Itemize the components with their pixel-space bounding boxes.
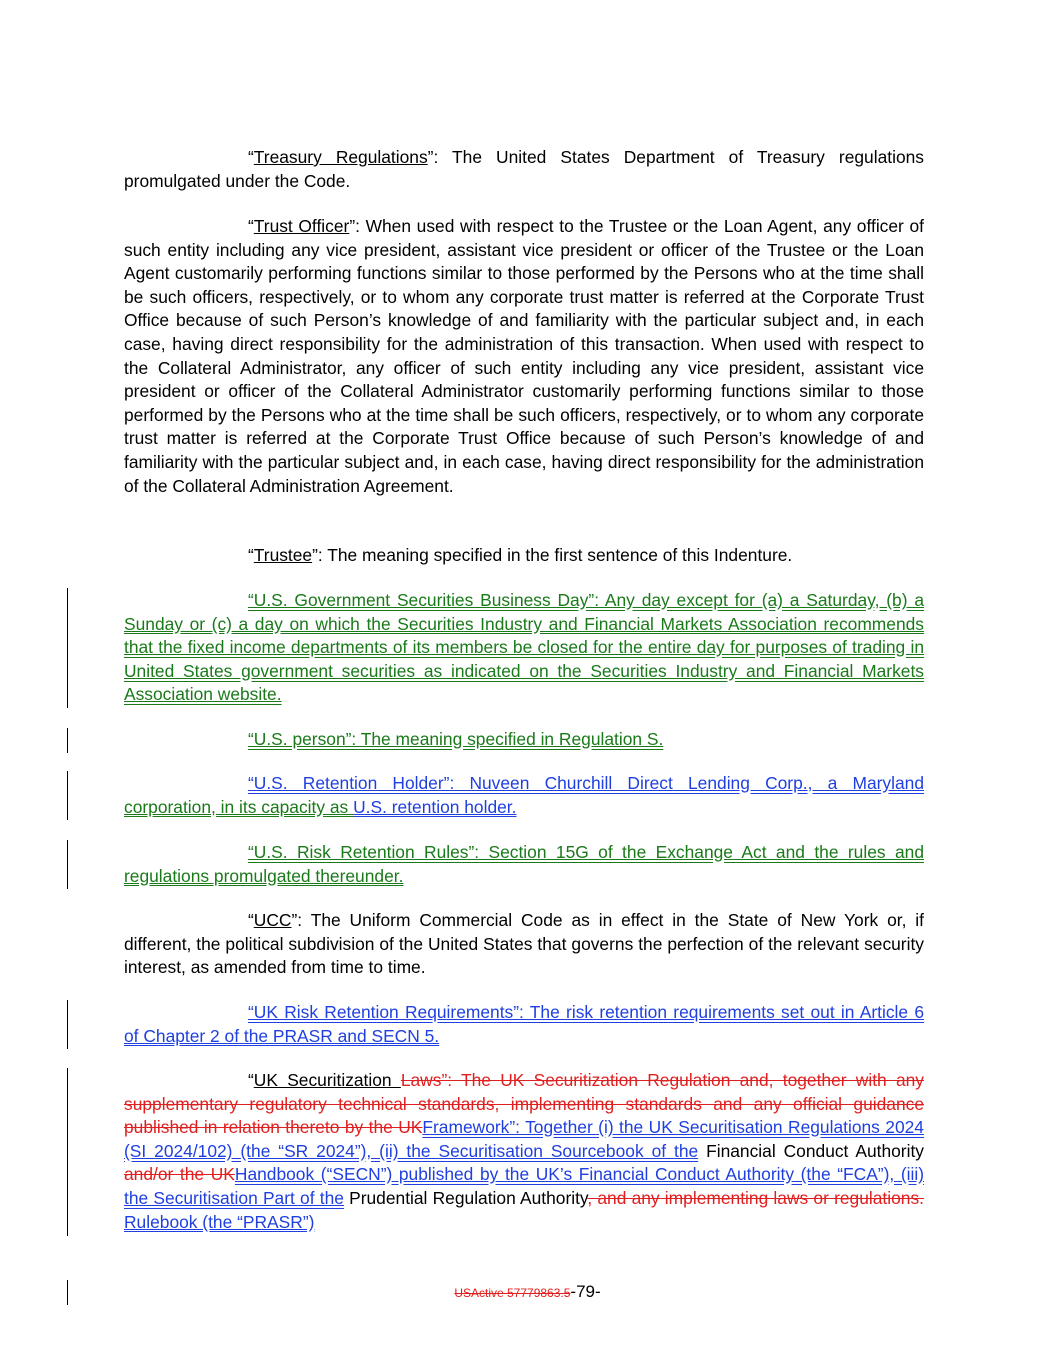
defined-term: Trust Officer (253, 216, 350, 236)
definition-us-risk-retention-rules (124, 841, 924, 888)
inserted-text: “U.S. Government Securities Business Day”: Any day except for (a) a Saturday, (b) a Sunday or (c) a day on which the Securities Industry and Financial Markets Association recommends that the fixed income departments of its members be closed for the entire day for purposes of trading in United States government securities as indicated on the Securities Industry and Financial Markets Association website. (124, 590, 924, 705)
inserted-text: Rulebook (the “PRASR”) (124, 1211, 315, 1232)
deleted-text: , and any implementing laws or regulations. (587, 1187, 924, 1208)
change-bar (67, 771, 68, 820)
definition-uk-risk-retention-requirements (124, 1001, 924, 1048)
definition-text: : The United States Department of Treasury regulations promulgated under the Code. (124, 147, 924, 191)
definition-treasury-regulations: “Treasury Regulations”: The United States Department of Treasury regulations promulgated under the Code. (124, 147, 924, 191)
defined-term: Treasury Regulations (253, 147, 428, 167)
plain-text: Financial Conduct Authority (698, 1140, 924, 1161)
defined-term: UK Securitization (253, 1070, 401, 1090)
definition-text: : When used with respect to the Trustee or the Loan Agent, any officer of such entity including any vice president, assistant vice president or officer of the Trustee or the Loan Agent customarily performing functions similar to those performed by the Persons who at the time shall be such officers, respectively, or to whom any corporate trust matter is referred at the Corporate Trust Office because of such Person’s knowledge of and familiarity with the particular subject and, in each case, having direct responsibility for the administration of this transaction. When used with respect to the Collateral Administrator, any officer of such entity including any vice president, assistant vice president or officer of the Collateral Administrator customarily performing functions similar to those performed by the Persons who at the time shall be such officers, respectively, or to whom any corporate trust matter is referred at the Corporate Trust Office because of such Person’s knowledge of and familiarity with the particular subject and, in each case, having direct responsibility for the administration of the Collateral Administration Agreement. (124, 216, 924, 496)
defined-term: UCC (253, 910, 292, 930)
definition-trust-officer: “Trust Officer”: When used with respect to the Trustee or the Loan Agent, any officer of such entity including any vice president, assistant vice president or officer of the Trustee or the Loan Agent customarily performing functions similar to those performed by the Persons who at the time shall be such officers, respectively, or to whom any corporate trust matter is referred at the Corporate Trust Office because of such Person’s knowledge of and familiarity with the particular subject and, in each case, having direct responsibility for the administration of this transaction. When used with respect to the Collateral Administrator, any officer of such entity including any vice president, assistant vice president or officer of the Collateral Administrator customarily performing functions similar to those performed by the Persons who at the time shall be such officers, respectively, or to whom any corporate trust matter is referred at the Corporate Trust Office because of such Person’s knowledge of and familiarity with the particular subject and, in each case, having direct responsibility for the administration of the Collateral Administration Agreement. (124, 216, 924, 496)
definition-text: : The meaning specified in the first sentence of this Indenture. (317, 545, 793, 565)
deleted-text: Laws”: The UK Securitization Regulation and, together with any supplementary regulatory technical standards, implementing standards and any official guidance published in relation thereto by the UK (124, 1070, 924, 1138)
page-footer (0, 1282, 1055, 1303)
definition-us-government-securities-business-day (124, 589, 924, 707)
inserted-text: U.S. retention holder. (353, 796, 517, 817)
defined-term: Trustee (253, 545, 313, 565)
definition-ucc: “UCC”: The Uniform Commercial Code as in effect in the State of New York or, if different, the political subdivision of the United States that governs the perfection of the relevant security interest, as amended from time to time. (124, 910, 924, 978)
definition-trustee: “Trustee”: The meaning specified in the first sentence of this Indenture. (248, 545, 793, 565)
inserted-text: corporation, in its capacity as (124, 796, 354, 817)
definition-us-person (124, 728, 924, 752)
definition-uk-securitization: “UK Securitization Laws”: The UK Securitization Regulation and, together with any supplementary regulatory technical standards, implementing standards and any official guidance published in relation thereto by the UKFramework”: Together (i) the UK Securitisation Regulations 2024 (SI 2024/102) (the “SR 2024”), (ii) the Securitisation Sourcebook of the Financial Conduct Authority and/or the UKHandbook (“SECN”) published by the UK’s Financial Conduct Authority (the “FCA”), (iii) the Securitisation Part of the Prudential Regulation Authority, and any implementing laws or regulations. Rulebook (the “PRASR”) (124, 1070, 925, 1232)
inserted-text: Handbook (“SECN”) published by the UK’s Financial Conduct Authority (the “FCA”), (iii) the Securitisation Part of the (124, 1164, 925, 1208)
inserted-text: “UK Risk Retention Requirements”: The risk retention requirements set out in Article 6 of Chapter 2 of the PRASR and SECN 5. (124, 1002, 924, 1046)
page-number: -79- (570, 1282, 601, 1301)
inserted-text: “U.S. Risk Retention Rules”: Section 15G of the Exchange Act and the rules and regulations promulgated thereunder. (124, 842, 924, 886)
change-bar (67, 1068, 68, 1236)
deleted-text: and/or the UK (124, 1164, 235, 1185)
definition-us-retention-holder (124, 772, 924, 819)
change-bar (67, 588, 68, 708)
change-bar (67, 728, 68, 753)
inserted-text: “U.S. person”: The meaning specified in Regulation S. (248, 729, 664, 749)
change-bar (67, 1000, 68, 1049)
document-id: USActive 57779863.5 (454, 1286, 571, 1300)
inserted-text: Framework”: Together (i) the UK Securitisation Regulations 2024 (SI 2024/102) (the “SR 2024”), (ii) the Securitisation Sourcebook of the (124, 1117, 924, 1161)
change-bar (67, 840, 68, 889)
definition-text: : The Uniform Commercial Code as in effect in the State of New York or, if different, the political subdivision of the United States that governs the perfection of the relevant security interest, as amended from time to time. (124, 910, 924, 978)
plain-text: Prudential Regulation Authority (343, 1187, 588, 1208)
inserted-text: “U.S. Retention Holder”: Nuveen Churchill Direct Lending Corp., a Maryland (248, 773, 924, 793)
